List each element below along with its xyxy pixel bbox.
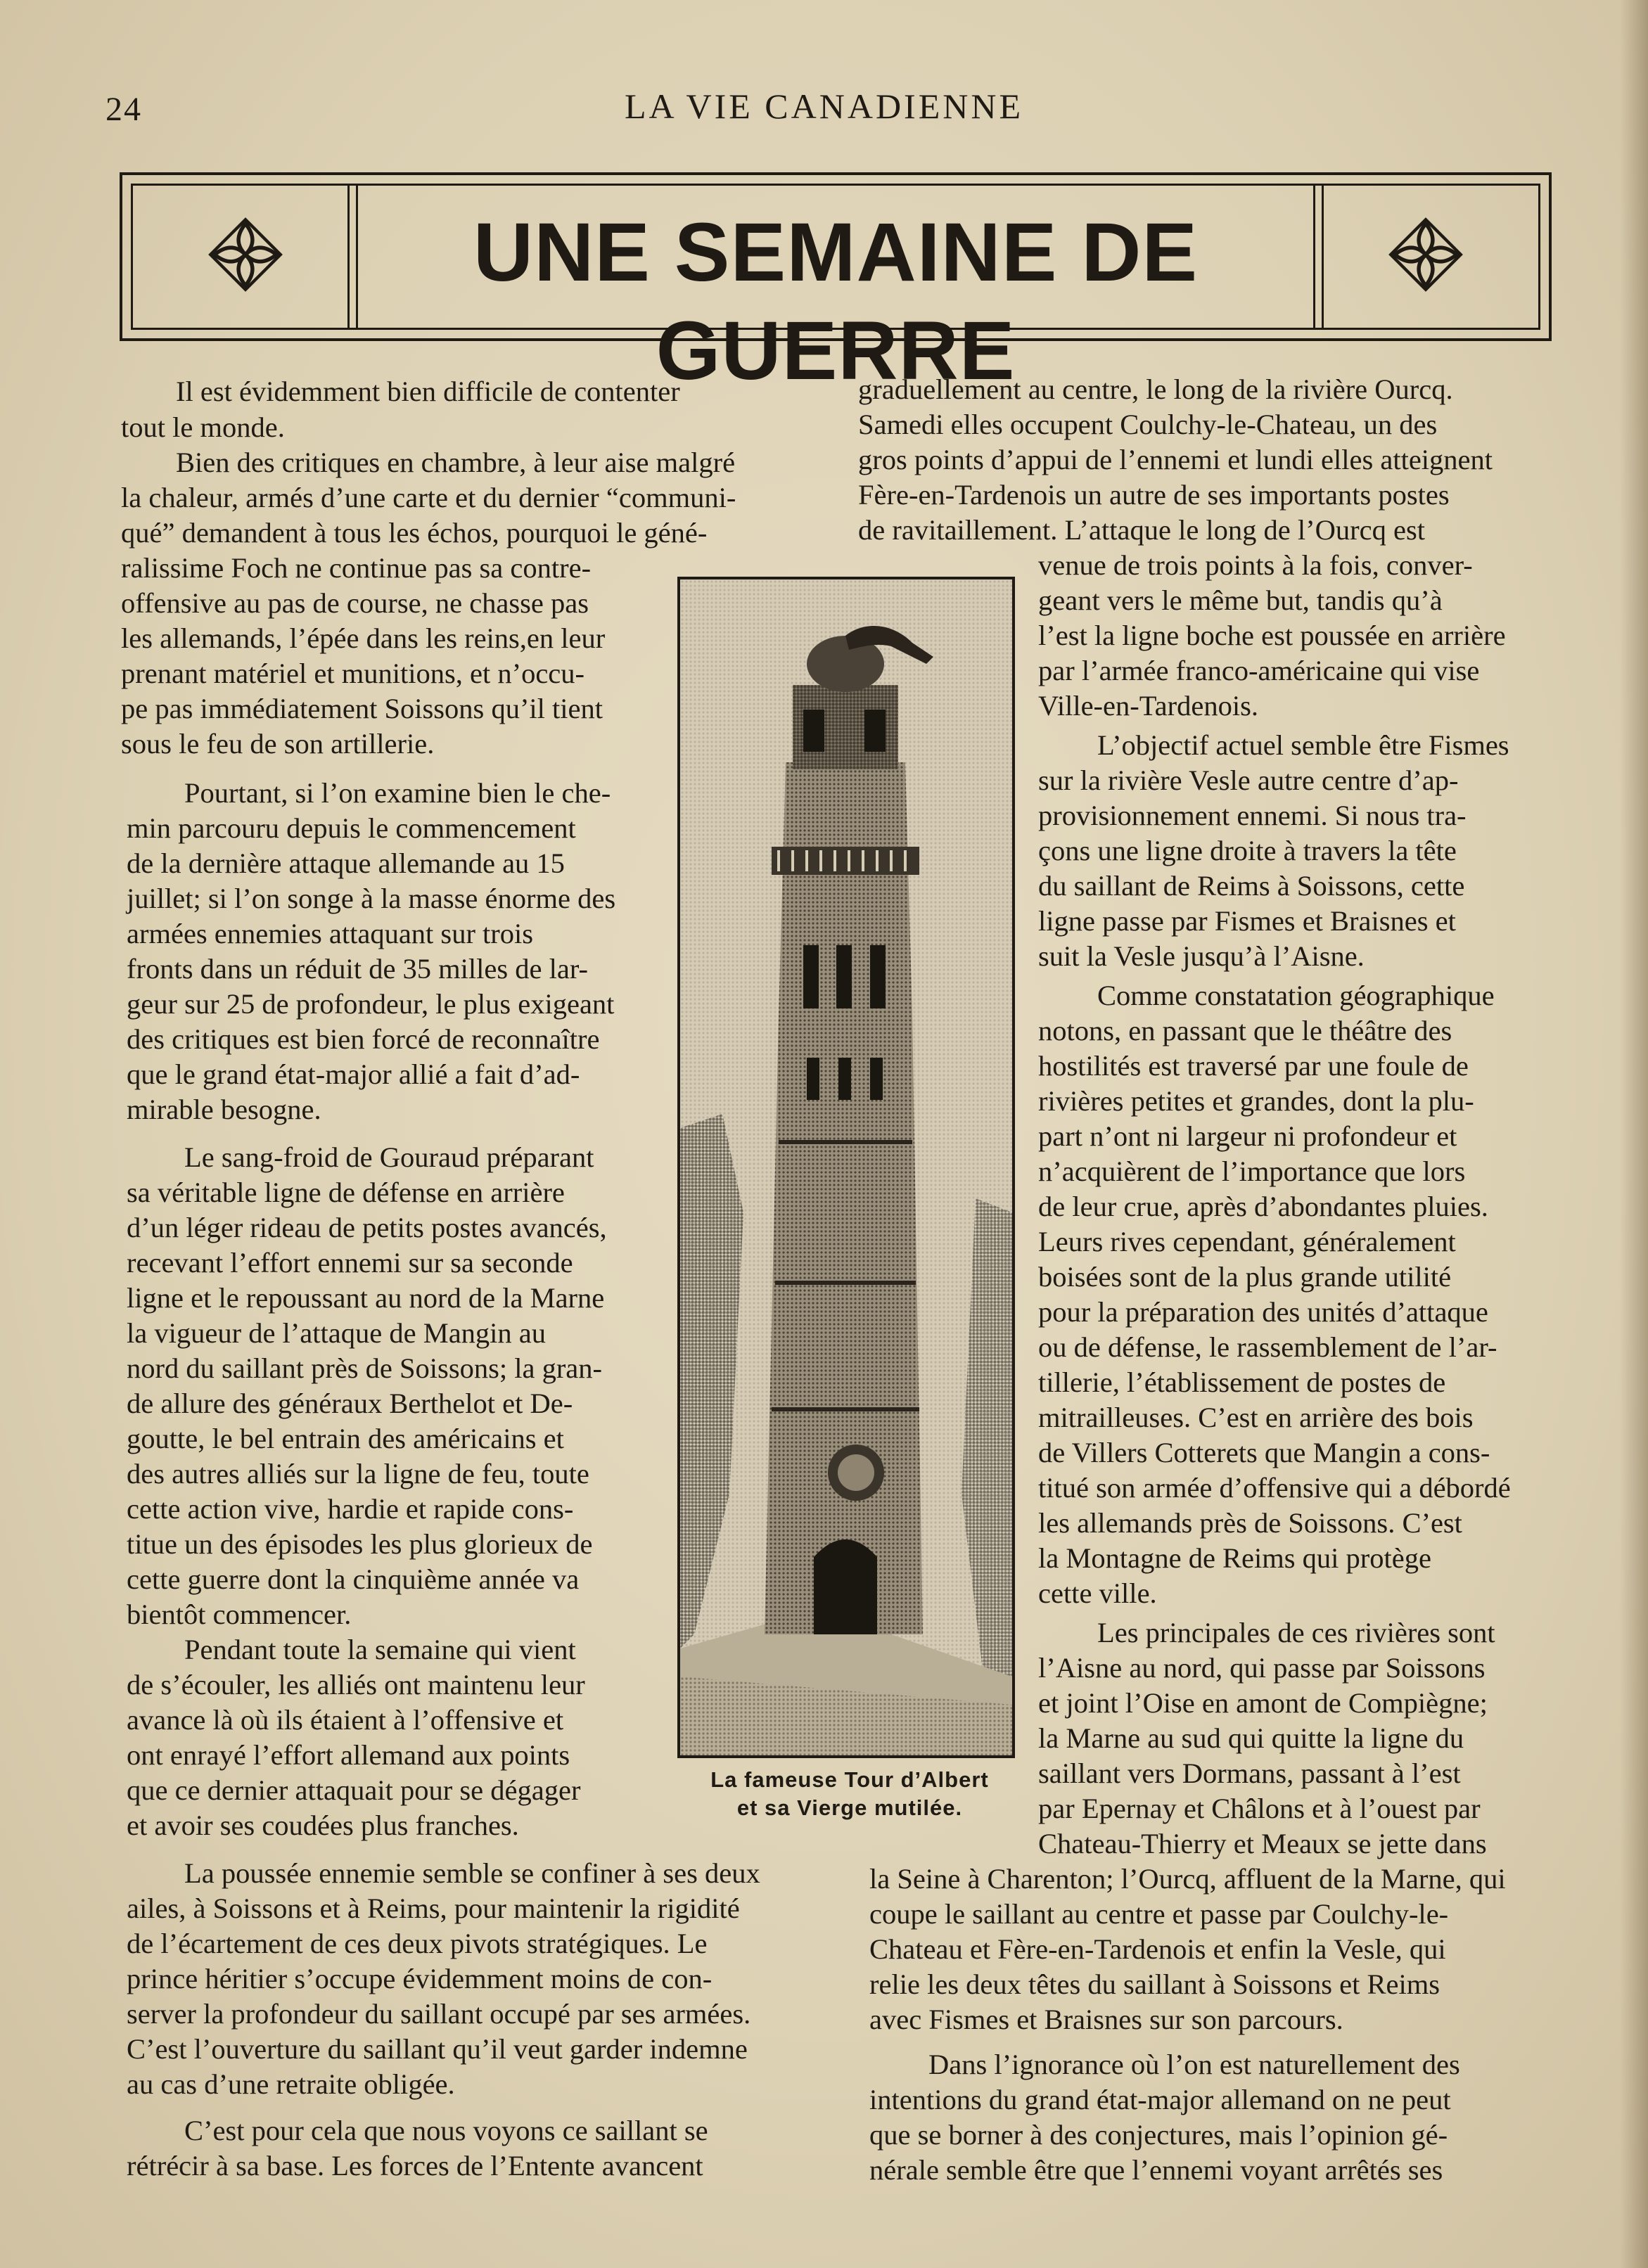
text-line: de Villers Cotterets que Mangin a cons- xyxy=(1038,1437,1490,1468)
text-line: avance là où ils étaient à l’offensive et xyxy=(127,1704,564,1736)
text-line: de leur crue, après d’abondantes pluies. xyxy=(1038,1191,1488,1222)
text-line: Il est évidemment bien difficile de contenter xyxy=(176,376,680,407)
text-line: les allemands près de Soissons. C’est xyxy=(1038,1507,1462,1539)
text-line: au cas d’une retraite obligée. xyxy=(127,2068,455,2100)
text-line: de s’écouler, les alliés ont maintenu leur xyxy=(127,1669,585,1700)
text-line: sur la rivière Vesle autre centre d’ap- xyxy=(1038,764,1459,796)
text-line: juillet; si l’on songe à la masse énorme des xyxy=(127,883,616,914)
text-line: geant vers le même but, tandis qu’à xyxy=(1038,584,1443,616)
text-line: L’objectif actuel semble être Fismes xyxy=(1097,729,1509,761)
text-line: relie les deux têtes du saillant à Soissons et Reims xyxy=(869,1968,1440,2000)
tower-illustration xyxy=(680,579,1012,1755)
text-line: Pourtant, si l’on examine bien le che- xyxy=(184,777,611,809)
text-line: par l’armée franco-américaine qui vise xyxy=(1038,655,1480,686)
text-line: nord du saillant près de Soissons; la gran- xyxy=(127,1352,603,1384)
text-line: armées ennemies attaquant sur trois xyxy=(127,918,534,949)
text-line: hostilités est traversé par une foule de xyxy=(1038,1050,1469,1082)
text-line: suit la Vesle jusqu’à l’Aisne. xyxy=(1038,940,1365,972)
text-line: ligne passe par Fismes et Braisnes et xyxy=(1038,905,1456,937)
text-line: des critiques est bien forcé de reconnaître xyxy=(127,1023,600,1055)
text-line: ligne et le repoussant au nord de la Marne xyxy=(127,1282,605,1314)
text-line: la chaleur, armés d’une carte et du dernier “communi- xyxy=(121,482,736,513)
text-line: notons, en passant que le théâtre des xyxy=(1038,1015,1452,1046)
text-line: la Montagne de Reims qui protège xyxy=(1038,1542,1431,1574)
text-line: avec Fismes et Braisnes sur son parcours. xyxy=(869,2004,1343,2035)
text-line: Les principales de ces rivières sont xyxy=(1097,1617,1495,1648)
text-line: C’est pour cela que nous voyons ce saillant se xyxy=(184,2115,708,2146)
text-line: que se borner à des conjectures, mais l’opinion gé- xyxy=(869,2119,1448,2151)
text-line: la Marne au sud qui quitte la ligne du xyxy=(1038,1722,1464,1754)
page-edge-shadow xyxy=(1620,0,1648,2268)
text-line: Ville-en-Tardenois. xyxy=(1038,690,1258,722)
text-line: de allure des généraux Berthelot et De- xyxy=(127,1388,573,1419)
text-line: ailes, à Soissons et à Reims, pour maintenir la rigidité xyxy=(127,1892,740,1924)
text-line: Dans l’ignorance où l’on est naturellement des xyxy=(928,2049,1460,2080)
text-line: pe pas immédiatement Soissons qu’il tient xyxy=(121,693,603,724)
text-line: ou de défense, le rassemblement de l’ar- xyxy=(1038,1331,1497,1363)
text-line: la Seine à Charenton; l’Ourcq, affluent de la Marne, qui xyxy=(869,1863,1506,1895)
text-line: min parcouru depuis le commencement xyxy=(127,812,576,844)
text-line: tout le monde. xyxy=(121,411,285,443)
text-line: la vigueur de l’attaque de Mangin au xyxy=(127,1317,547,1349)
text-line: Pendant toute la semaine qui vient xyxy=(184,1634,576,1665)
text-line: par Epernay et Châlons et à l’ouest par xyxy=(1038,1793,1481,1824)
text-line: Fère-en-Tardenois un autre de ses importants postes xyxy=(858,479,1450,511)
photo-caption-line: La fameuse Tour d’Albert xyxy=(710,1767,989,1792)
flower-ornament-icon xyxy=(207,216,284,293)
text-line: de la dernière attaque allemande au 15 xyxy=(127,847,565,879)
flower-ornament-icon xyxy=(1387,216,1464,293)
text-line: çons une ligne droite à travers la tête xyxy=(1038,835,1457,866)
text-line: ralissime Foch ne continue pas sa contre- xyxy=(121,552,592,584)
text-line: recevant l’effort ennemi sur sa seconde xyxy=(127,1247,573,1279)
text-line: n’acquièrent de l’importance que lors xyxy=(1038,1155,1466,1187)
text-line: provisionnement ennemi. Si nous tra- xyxy=(1038,800,1467,831)
text-line: Leurs rives cependant, généralement xyxy=(1038,1226,1456,1257)
text-line: nérale semble être que l’ennemi voyant arrêtés ses xyxy=(869,2154,1443,2186)
text-line: Le sang-froid de Gouraud préparant xyxy=(184,1141,594,1173)
text-line: server la profondeur du saillant occupé par ses armées. xyxy=(127,1998,751,2030)
text-line: et joint l’Oise en amont de Compiègne; xyxy=(1038,1687,1488,1719)
text-line: l’Aisne au nord, qui passe par Soissons xyxy=(1038,1652,1486,1684)
text-line: titue un des épisodes les plus glorieux de xyxy=(127,1528,593,1560)
text-line: Chateau-Thierry et Meaux se jette dans xyxy=(1038,1828,1487,1859)
article-title: UNE SEMAINE DE GUERRE xyxy=(473,206,1199,397)
text-line: et avoir ses coudées plus franches. xyxy=(127,1809,519,1841)
running-title: LA VIE CANADIENNE xyxy=(624,87,1024,126)
text-line: bientôt commencer. xyxy=(127,1599,352,1630)
text-line: mitrailleuses. C’est en arrière des bois xyxy=(1038,1402,1474,1433)
text-line: geur sur 25 de profondeur, le plus exigeant xyxy=(127,988,615,1020)
text-line: sous le feu de son artillerie. xyxy=(121,728,435,760)
text-line: ont enrayé l’effort allemand aux points xyxy=(127,1739,570,1771)
text-line: cette action vive, hardie et rapide cons- xyxy=(127,1493,574,1525)
text-line: intentions du grand état-major allemand on ne peut xyxy=(869,2084,1451,2115)
text-line: boisées sont de la plus grande utilité xyxy=(1038,1261,1452,1293)
text-line: cette guerre dont la cinquième année va xyxy=(127,1563,580,1595)
text-line: part n’ont ni largeur ni profondeur et xyxy=(1038,1120,1457,1152)
text-line: qué” demandent à tous les échos, pourquoi le géné- xyxy=(121,517,708,549)
text-line: mirable besogne. xyxy=(127,1094,321,1125)
text-line: de ravitaillement. L’attaque le long de l’Ourcq est xyxy=(858,514,1425,546)
text-line: que ce dernier attaquait pour se dégager xyxy=(127,1774,581,1806)
text-line: sa véritable ligne de défense en arrière xyxy=(127,1177,565,1208)
text-line: les allemands, l’épée dans les reins,en leur xyxy=(121,622,606,654)
text-line: pour la préparation des unités d’attaque xyxy=(1038,1296,1488,1328)
text-line: du saillant de Reims à Soissons, cette xyxy=(1038,870,1465,902)
text-line: l’est la ligne boche est poussée en arrière xyxy=(1038,620,1506,651)
text-line: Chateau et Fère-en-Tardenois et enfin la Vesle, qui xyxy=(869,1933,1446,1965)
text-line: C’est l’ouverture du saillant qu’il veut garder indemne xyxy=(127,2033,748,2065)
text-line: cette ville. xyxy=(1038,1577,1157,1609)
text-line: goutte, le bel entrain des américains et xyxy=(127,1423,564,1454)
tower-photo xyxy=(677,577,1015,1758)
text-line: titué son armée d’offensive qui a débordé xyxy=(1038,1472,1511,1504)
text-line: graduellement au centre, le long de la rivière Ourcq. xyxy=(858,373,1453,405)
text-line: Bien des critiques en chambre, à leur aise malgré xyxy=(176,447,736,478)
text-line: de l’écartement de ces deux pivots stratégiques. Le xyxy=(127,1928,708,1959)
text-line: coupe le saillant au centre et passe par Coulchy-le- xyxy=(869,1898,1449,1930)
text-line: saillant vers Dormans, passant à l’est xyxy=(1038,1757,1461,1789)
text-line: des autres alliés sur la ligne de feu, toute xyxy=(127,1458,589,1489)
text-line: rivières petites et grandes, dont la plu- xyxy=(1038,1085,1474,1117)
text-line: fronts dans un réduit de 35 milles de lar- xyxy=(127,953,589,985)
text-line: rétrécir à sa base. Les forces de l’Entente avancent xyxy=(127,2150,703,2181)
text-line: prenant matériel et munitions, et n’occu- xyxy=(121,658,585,689)
page-number: 24 xyxy=(106,91,142,128)
text-line: prince héritier s’occupe évidemment moins de con- xyxy=(127,1963,713,1994)
text-line: Comme constatation géographique xyxy=(1097,980,1495,1011)
text-line: d’un léger rideau de petits postes avancés, xyxy=(127,1212,607,1243)
text-line: tillerie, l’établissement de postes de xyxy=(1038,1366,1446,1398)
text-line: que le grand état-major allié a fait d’ad- xyxy=(127,1058,580,1090)
text-line: gros points d’appui de l’ennemi et lundi elles atteignent xyxy=(858,444,1493,475)
text-line: La poussée ennemie semble se confiner à ses deux xyxy=(184,1857,760,1889)
text-line: Samedi elles occupent Coulchy-le-Chateau, un des xyxy=(858,409,1438,440)
text-line: offensive au pas de course, ne chasse pas xyxy=(121,587,589,619)
photo-caption-line: et sa Vierge mutilée. xyxy=(736,1795,963,1820)
text-line: venue de trois points à la fois, conver- xyxy=(1038,549,1473,581)
